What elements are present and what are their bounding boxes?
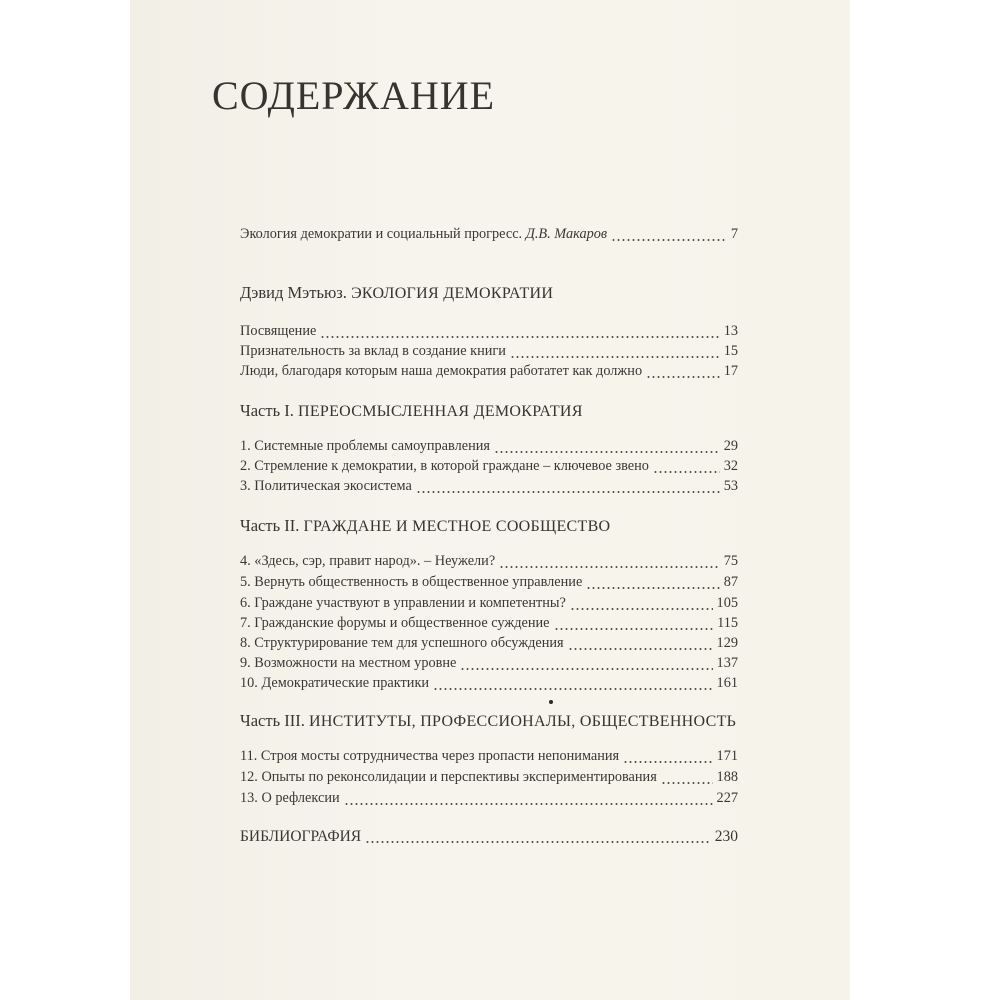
toc-entry: Признательность за вклад в создание книги 15 (240, 343, 738, 359)
toc-entry: Люди, благодаря которым наша демократия работатет как должно 17 (240, 363, 738, 379)
toc-entry-preface (240, 226, 738, 246)
toc-entry: 2. Стремление к демократии, в которой граждане – ключевое звено 32 (240, 458, 738, 474)
toc-entry: Посвящение 13 (240, 323, 738, 339)
page-title: СОДЕРЖАНИЕ (212, 73, 496, 118)
page-number: 7 (730, 226, 738, 242)
ink-speck (549, 700, 553, 704)
toc-entry: 1. Системные проблемы самоуправления 29 (240, 438, 738, 454)
toc-entry: 10. Демократические практики 161 (240, 675, 738, 691)
book-page (130, 0, 850, 1000)
toc-entry: 9. Возможности на местном уровне 137 (240, 655, 738, 671)
toc-entry: 8. Структурирование тем для успешного обсуждения 129 (240, 635, 738, 651)
section-heading-part1: Часть I. ПЕРЕОСМЫСЛЕННАЯ ДЕМОКРАТИЯ (240, 401, 583, 420)
bleed-through-shadow (216, 114, 466, 150)
section-heading-part2: Часть II. ГРАЖДАНЕ И МЕСТНОЕ СООБЩЕСТВО (240, 516, 611, 535)
toc-entry: 6. Граждане участвуют в управлении и компетентны? 105 (240, 595, 738, 611)
toc-entry: 11. Строя мосты сотрудничества через пропасти непонимания 171 (240, 748, 738, 764)
toc-entry: 5. Вернуть общественность в общественное управление 87 (240, 574, 738, 590)
toc-entry: 12. Опыты по реконсолидации и перспективы экспериментирования 188 (240, 769, 738, 785)
entry-label: Экология демократии и социальный прогресс. Д.В. Макаров (240, 226, 608, 242)
toc-entry: 3. Политическая экосистема 53 (240, 478, 738, 494)
toc-entry-bibliography: БИБЛИОГРАФИЯ 230 (240, 828, 738, 845)
toc-entry: 4. «Здесь, сэр, правит народ». – Неужели? 75 (240, 553, 738, 569)
leader-dots (611, 239, 727, 241)
toc-entry: 7. Гражданские форумы и общественное суждение 115 (240, 615, 738, 631)
section-heading-part3: Часть III. ИНСТИТУТЫ, ПРОФЕССИОНАЛЫ, ОБЩЕСТВЕННОСТЬ (240, 711, 737, 730)
toc-entry: 13. О рефлексии 227 (240, 790, 738, 806)
section-heading-main: Дэвид Мэтьюз. ЭКОЛОГИЯ ДЕМОКРАТИИ (240, 283, 554, 302)
